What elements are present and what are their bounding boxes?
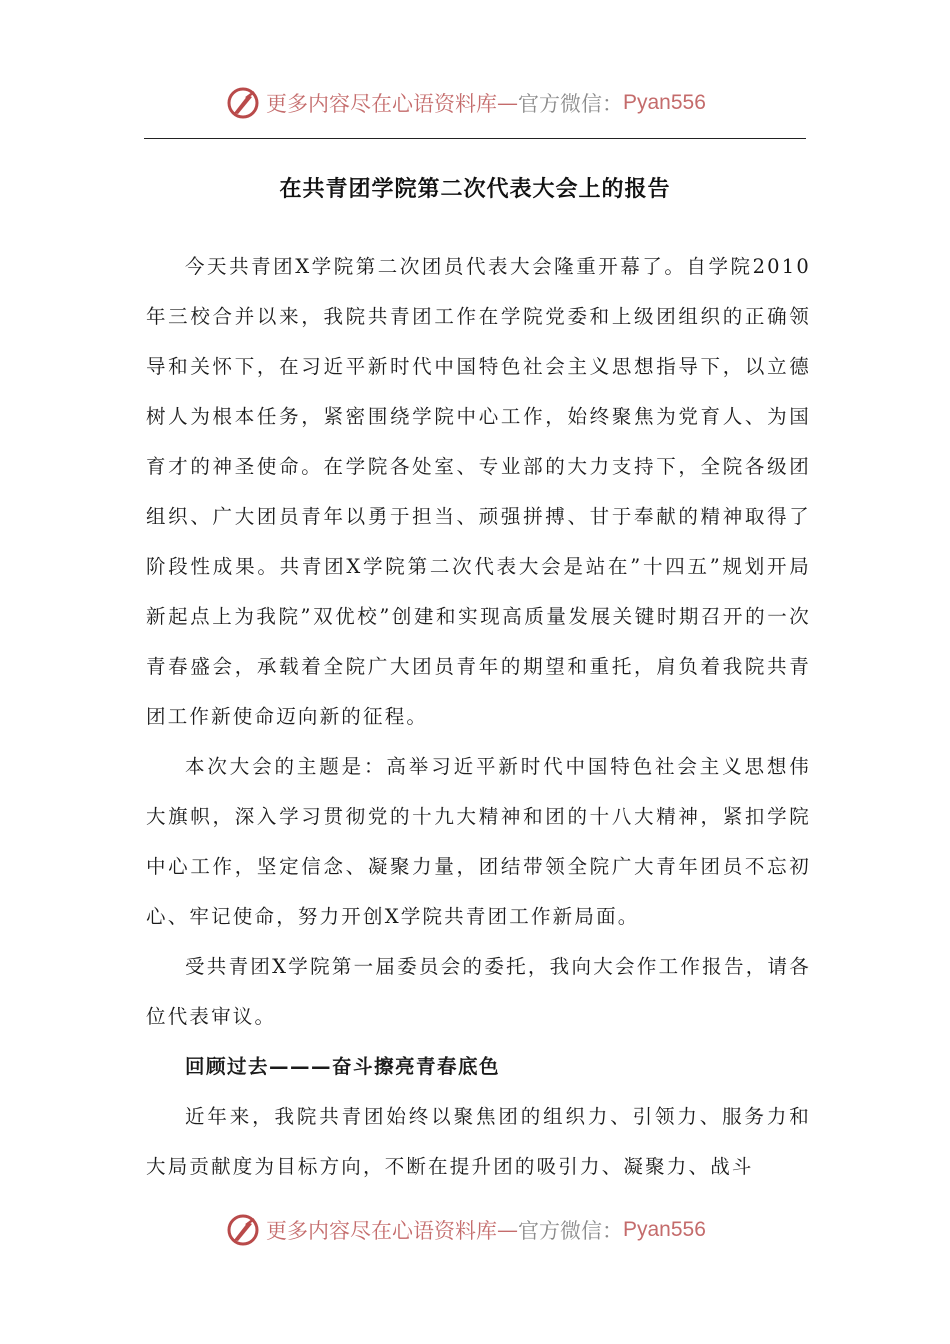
document-title: 在共青团学院第二次代表大会上的报告 <box>279 177 671 202</box>
banner-dash: — <box>497 1218 518 1242</box>
banner-dash: — <box>497 91 518 115</box>
quill-logo-icon <box>226 86 260 120</box>
banner-wechat-id: Pyan556 <box>623 1218 706 1241</box>
footer-banner <box>226 1210 746 1250</box>
quill-logo-icon <box>226 1213 260 1247</box>
paragraph: 受共青团X学院第一届委员会的委托，我向大会作工作报告，请各位代表审议。 <box>146 955 811 1028</box>
banner-wechat-id: Pyan556 <box>623 91 706 114</box>
paragraph: 今天共青团X学院第二次团员代表大会隆重开幕了。自学院2010年三校合并以来，我院共青团工作在学院党委和上级团组织的正确领导和关怀下，在习近平新时代中国特色社会主义思想指导下，以立德树人为根本任务，紧密围绕学院中心工作，始终聚焦为党育人、为国育才的神圣使命。在学院各处室、专业部的大力支持下，全院各级团组织、广大团员青年以勇于担当、顽强拼搏、甘于奉献的精神取得了阶段性成果。共青团X学院第二次代表大会是站在”十四五”规划开局新起点上为我院”双优校”创建和实现高质量发展关键时期召开的一次青春盛会，承载着全院广大团员青年的期望和重托，肩负着我院共青团工作新使命迈向新的征程。 <box>146 255 811 728</box>
header-divider <box>144 138 806 139</box>
paragraph: 近年来，我院共青团始终以聚焦团的组织力、引领力、服务力和大局贡献度为目标方向，不断在提升团的吸引力、凝聚力、战斗 <box>146 1105 811 1178</box>
header-banner <box>226 83 746 123</box>
banner-text: 更多内容尽在心语资料库 <box>266 1219 497 1243</box>
banner-text: 更多内容尽在心语资料库 <box>266 92 497 116</box>
section-heading: 回顾过去———奋斗擦亮青春底色 <box>185 1055 501 1078</box>
paragraph: 本次大会的主题是：高举习近平新时代中国特色社会主义思想伟大旗帜，深入学习贯彻党的十九大精神和团的十八大精神，紧扣学院中心工作，坚定信念、凝聚力量，团结带领全院广大青年团员不忘初心、牢记使命，努力开创X学院共青团工作新局面。 <box>146 755 811 928</box>
banner-wechat-label: 官方微信： <box>518 1219 623 1243</box>
banner-wechat-label: 官方微信： <box>518 92 623 116</box>
document-body <box>146 242 811 1192</box>
